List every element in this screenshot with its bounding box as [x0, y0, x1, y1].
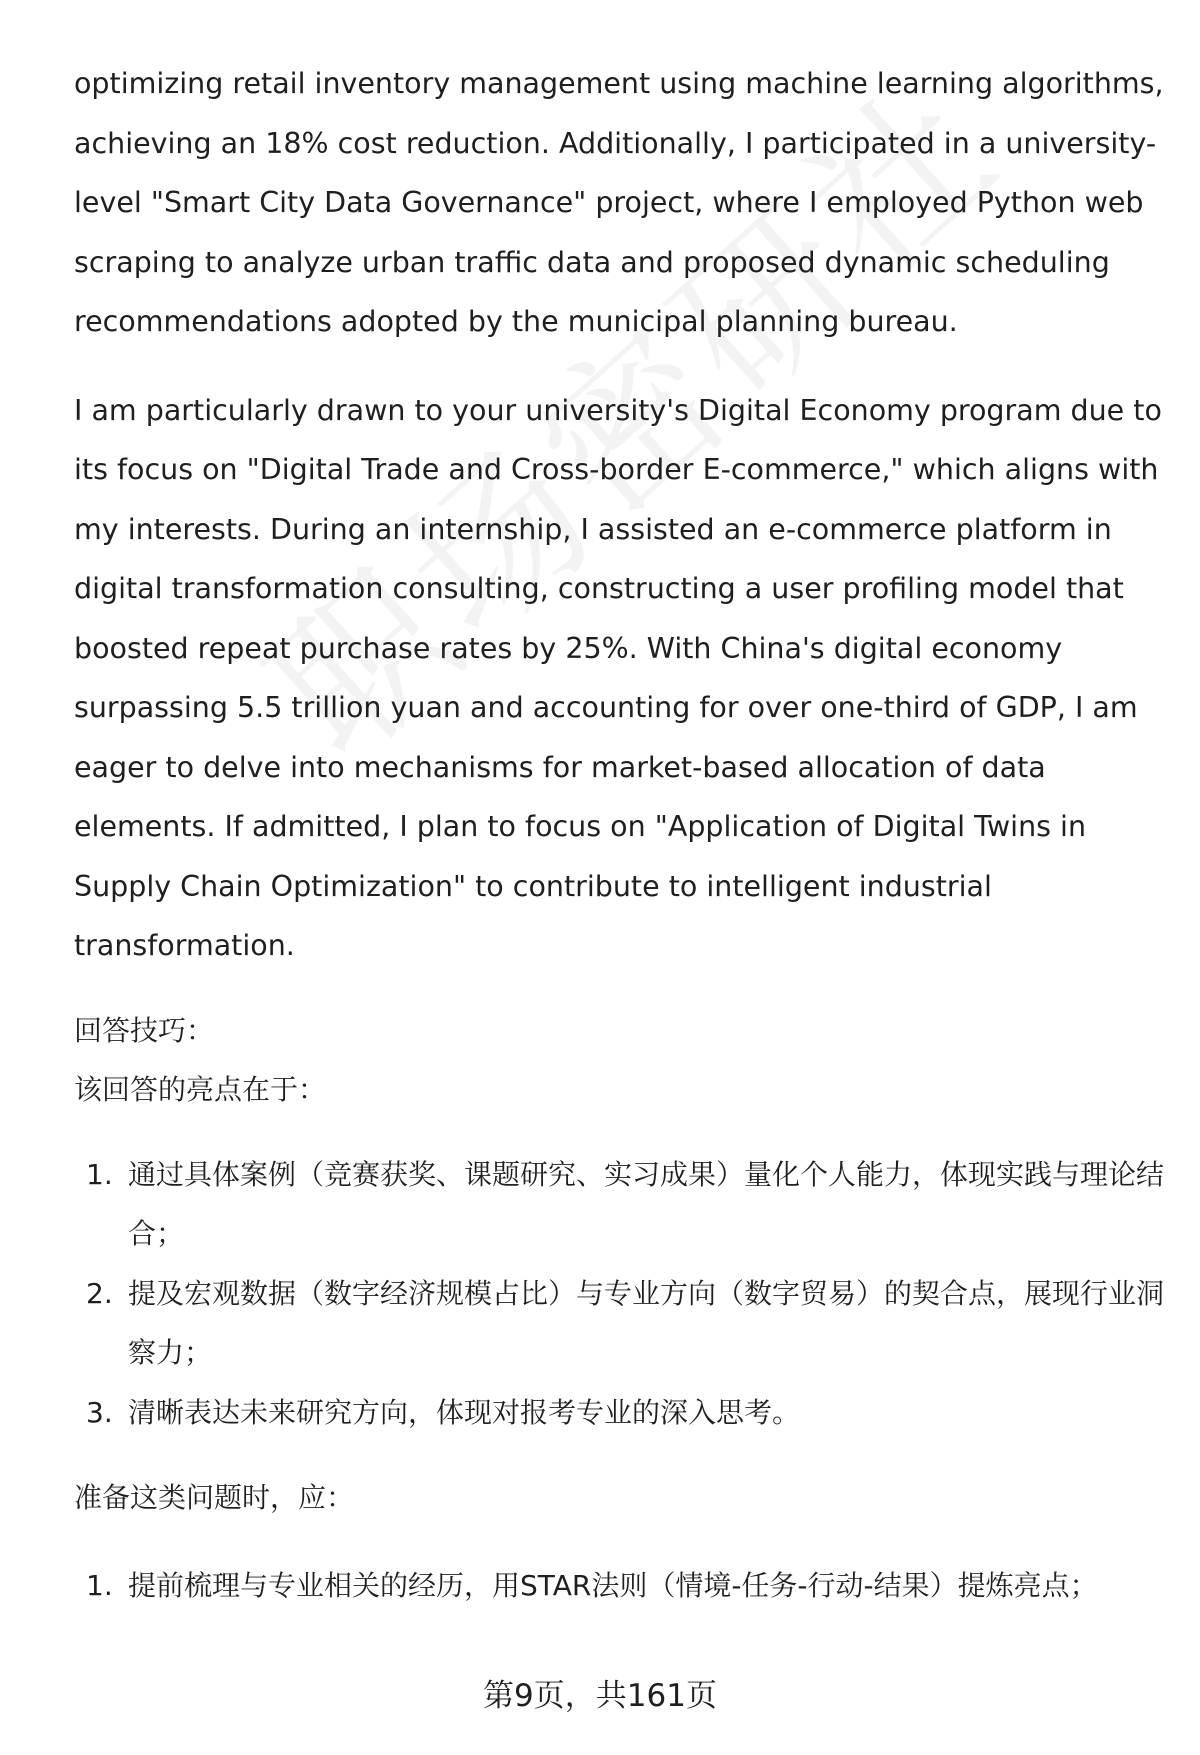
list-item-text: 提前梳理与专业相关的经历，用STAR法则（情境-任务-行动-结果）提炼亮点；: [128, 1568, 1098, 1602]
list-item: [74, 1383, 1164, 1443]
highlights-list: [74, 1145, 1164, 1443]
prep-heading: 准备这类问题时，应：: [74, 1481, 355, 1514]
list-item-text: 清晰表达未来研究方向，体现对报考专业的深入思考。: [128, 1395, 801, 1429]
list-number: 1.: [86, 1568, 113, 1602]
list-number: 3.: [86, 1395, 113, 1429]
tips-heading: 回答技巧：: [74, 1013, 215, 1047]
page-footer: 第9页，共161页: [483, 1678, 717, 1714]
body-paragraph-1: optimizing retail inventory management using machine learning algorithms, achieving an 18% cost reduction. Additionally, I participated in a university-level "Smart City Data Governance" project, where I employed Python web scraping to analyze urban traffic data and proposed dynamic scheduling recommendations adopted by the municipal planning bureau.: [74, 67, 1164, 338]
page-content: [74, 54, 1164, 1615]
prep-list: [74, 1556, 1164, 1616]
list-item: [74, 1556, 1164, 1616]
list-item-text: 通过具体案例（竞赛获奖、课题研究、实习成果）量化个人能力，体现实践与理论结合；: [128, 1157, 1165, 1250]
highlights-heading: 该回答的亮点在于：: [74, 1073, 327, 1106]
list-number: 1.: [86, 1157, 113, 1191]
list-item: [74, 1264, 1164, 1383]
body-paragraph-2: I am particularly drawn to your university's Digital Economy program due to its focus on "Digital Trade and Cross-border E-commerce," which aligns with my interests. During an internship, I assisted an e-commerce platform in digital transformation consulting, constructing a user profiling model that boosted repeat purchase rates by 25%. With China's digital economy surpassing 5.5 trillion yuan and accounting for over one-third of GDP, I am eager to delve into mechanisms for market-based allocation of data elements. If admitted, I plan to focus on "Application of Digital Twins in Supply Chain Optimization" to contribute to intelligent industrial transformation.: [74, 393, 1162, 962]
list-number: 2.: [86, 1276, 113, 1310]
list-item: [74, 1145, 1164, 1264]
list-item-text: 提及宏观数据（数字经济规模占比）与专业方向（数字贸易）的契合点，展现行业洞察力；: [128, 1276, 1165, 1369]
